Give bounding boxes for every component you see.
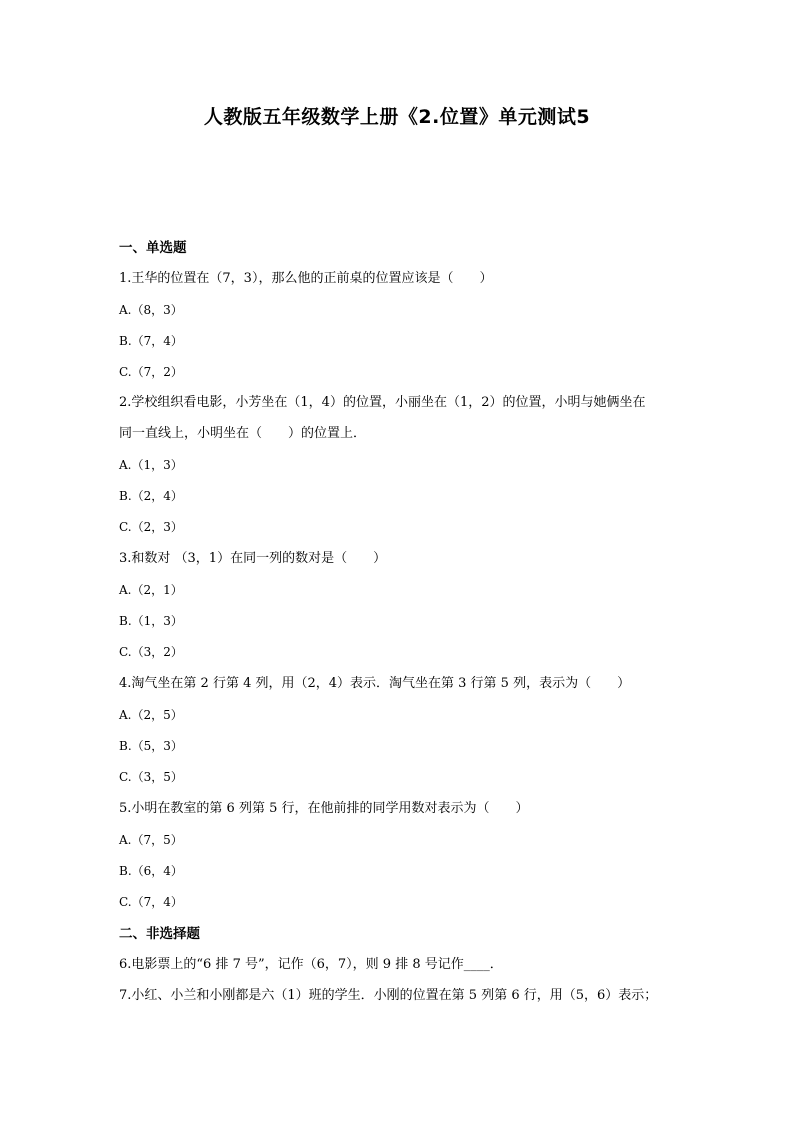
- question-5-option-b: B.（6，4）: [119, 864, 183, 878]
- question-4-option-c: C.（3，5）: [119, 770, 183, 784]
- question-1-option-c: C.（7，2）: [119, 365, 183, 379]
- question-1-option-a: A.（8，3）: [119, 303, 183, 317]
- question-3-option-a: A.（2，1）: [119, 583, 183, 597]
- question-4-option-a: A.（2，5）: [119, 708, 183, 722]
- question-4-stem: 4.淘气坐在第 2 行第 4 列，用（2，4）表示．淘气坐在第 3 行第 5 列，表示为（ ）: [119, 676, 631, 691]
- question-1-option-b: B.（7，4）: [119, 334, 183, 348]
- question-6-stem: 6.电影票上的“6 排 7 号”，记作（6，7），则 9 排 8 号记作____．: [119, 957, 503, 972]
- question-5-option-c: C.（7，4）: [119, 895, 183, 909]
- question-5-stem: 5.小明在教室的第 6 列第 5 行，在他前排的同学用数对表示为（ ）: [119, 801, 529, 816]
- question-2-option-a: A.（1，3）: [119, 458, 183, 472]
- question-7-stem: 7.小红、小兰和小刚都是六（1）班的学生．小刚的位置在第 5 列第 6 行，用（5，6）表示；: [119, 988, 658, 1003]
- question-5-option-a: A.（7，5）: [119, 833, 183, 847]
- section-heading-single-choice: 一、单选题: [119, 240, 187, 256]
- question-3-option-b: B.（1，3）: [119, 614, 183, 628]
- question-3-option-c: C.（3，2）: [119, 645, 183, 659]
- question-2-option-b: B.（2，4）: [119, 489, 183, 503]
- question-1-stem: 1.王华的位置在（7，3），那么他的正前桌的位置应该是（ ）: [119, 271, 493, 286]
- question-2-stem-line-1: 2.学校组织看电影，小芳坐在（1，4）的位置，小丽坐在（1，2）的位置，小明与她俩坐在: [119, 395, 646, 410]
- question-4-option-b: B.（5，3）: [119, 739, 183, 753]
- question-2-stem-line-2: 同一直线上，小明坐在（ ）的位置上．: [119, 426, 367, 441]
- document-title: 人教版五年级数学上册《2.位置》单元测试5: [203, 106, 591, 128]
- question-3-stem: 3.和数对 （3，1）在同一列的数对是（ ）: [119, 551, 387, 566]
- question-2-option-c: C.（2，3）: [119, 520, 183, 534]
- section-heading-non-choice: 二、非选择题: [119, 926, 200, 942]
